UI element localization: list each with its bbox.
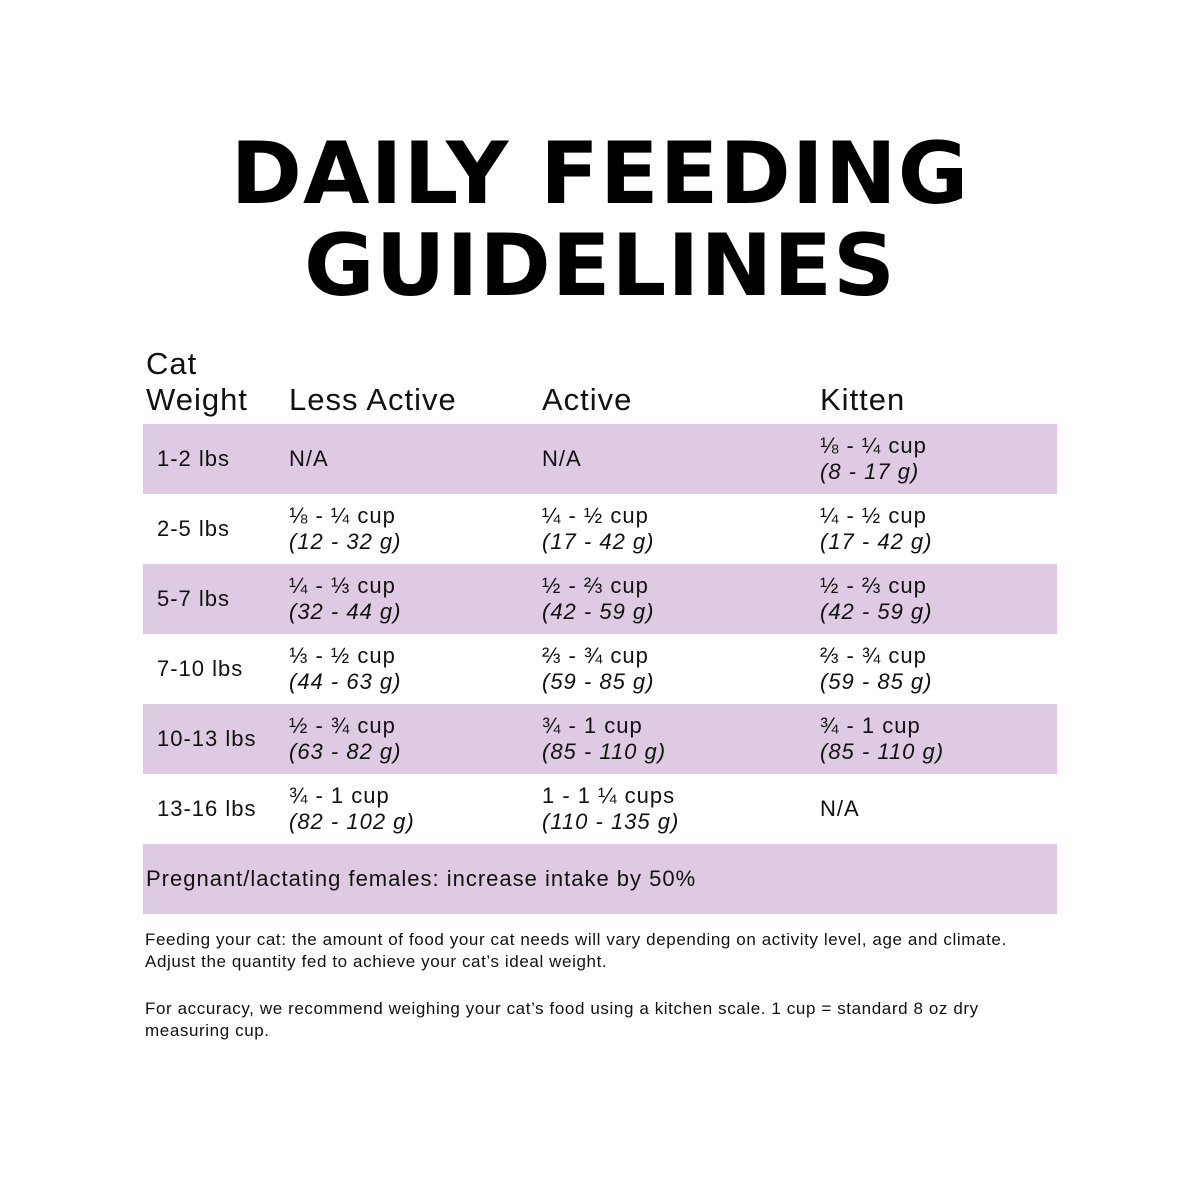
- less-active-cell: [289, 446, 329, 472]
- grams-text: (85 - 110 g): [542, 739, 667, 764]
- less-active-cell: [289, 783, 415, 835]
- amount-text: ½ - ⅔ cup: [820, 573, 927, 598]
- amount-text: ¼ - ½ cup: [542, 503, 649, 528]
- amount-text: ⅔ - ¾ cup: [542, 643, 649, 668]
- less-active-cell: [289, 643, 402, 695]
- table-row: [143, 424, 1057, 494]
- active-cell: [542, 643, 655, 695]
- amount-text: ¾ - 1 cup: [289, 783, 390, 808]
- table-row: [143, 704, 1057, 774]
- grams-text: (8 - 17 g): [820, 459, 920, 484]
- amount-text: N/A: [820, 796, 860, 821]
- weight-cell: 1-2 lbs: [157, 446, 231, 471]
- header-active: Active: [542, 382, 633, 417]
- grams-text: (82 - 102 g): [289, 809, 415, 834]
- kitten-cell: [820, 573, 933, 625]
- amount-text: ¾ - 1 cup: [820, 713, 921, 738]
- amount-text: ⅓ - ½ cup: [289, 643, 396, 668]
- amount-text: ¼ - ½ cup: [820, 503, 927, 528]
- table-row: [143, 564, 1057, 634]
- active-cell: [542, 503, 655, 555]
- accuracy-footnote: For accuracy, we recommend weighing your cat’s food using a kitchen scale. 1 cup = standard 8 oz dry measuring cup.: [145, 999, 979, 1040]
- table-row: [143, 774, 1057, 844]
- kitten-cell: [820, 713, 944, 765]
- grams-text: (12 - 32 g): [289, 529, 402, 554]
- amount-text: ½ - ¾ cup: [289, 713, 396, 738]
- weight-cell: 13-16 lbs: [157, 796, 257, 821]
- page-title-line-1: DAILY FEEDING: [230, 124, 970, 224]
- grams-text: (42 - 59 g): [820, 599, 933, 624]
- header-kitten: Kitten: [820, 382, 906, 417]
- weight-cell: 10-13 lbs: [157, 726, 257, 751]
- amount-text: ¾ - 1 cup: [542, 713, 643, 738]
- grams-text: (32 - 44 g): [289, 599, 402, 624]
- active-cell: [542, 783, 679, 835]
- header-cat-weight-line-1: Cat: [146, 346, 198, 381]
- less-active-cell: [289, 573, 402, 625]
- header-cat-weight: [146, 346, 276, 418]
- amount-text: ⅛ - ¼ cup: [820, 433, 927, 458]
- grams-text: (59 - 85 g): [542, 669, 655, 694]
- amount-text: ⅛ - ¼ cup: [289, 503, 396, 528]
- table-row: [143, 634, 1057, 704]
- amount-text: ⅔ - ¾ cup: [820, 643, 927, 668]
- kitten-cell: [820, 433, 927, 485]
- weight-cell: 5-7 lbs: [157, 586, 231, 611]
- pregnant-lactating-note-row: [143, 844, 1057, 914]
- page-title-line-2: GUIDELINES: [303, 216, 896, 316]
- grams-text: (85 - 110 g): [820, 739, 945, 764]
- header-cat-weight-line-2: Weight: [146, 382, 248, 417]
- grams-text: (59 - 85 g): [820, 669, 933, 694]
- weight-cell: 7-10 lbs: [157, 656, 244, 681]
- table-row: [143, 494, 1057, 564]
- active-cell: [542, 446, 582, 472]
- pregnant-lactating-note: Pregnant/lactating females: increase intake by 50%: [146, 866, 697, 891]
- grams-text: (110 - 135 g): [542, 809, 680, 834]
- grams-text: (44 - 63 g): [289, 669, 402, 694]
- grams-text: (17 - 42 g): [820, 529, 933, 554]
- grams-text: (42 - 59 g): [542, 599, 655, 624]
- weight-cell: 2-5 lbs: [157, 516, 231, 541]
- feeding-footnote: Feeding your cat: the amount of food your cat needs will vary depending on activity level, age and climate. Adjust the quantity fed to achieve your cat’s ideal weight.: [145, 930, 1007, 971]
- table-header: [143, 342, 1057, 424]
- active-cell: [542, 713, 666, 765]
- kitten-cell: [820, 643, 933, 695]
- less-active-cell: [289, 713, 402, 765]
- header-less-active: Less Active: [289, 382, 457, 417]
- kitten-cell: [820, 503, 933, 555]
- page-title: [0, 124, 1200, 316]
- amount-text: N/A: [542, 446, 582, 471]
- amount-text: ¼ - ⅓ cup: [289, 573, 396, 598]
- amount-text: N/A: [289, 446, 329, 471]
- grams-text: (63 - 82 g): [289, 739, 402, 764]
- grams-text: (17 - 42 g): [542, 529, 655, 554]
- active-cell: [542, 573, 655, 625]
- feeding-table: [143, 342, 1057, 914]
- kitten-cell: [820, 796, 860, 822]
- amount-text: ½ - ⅔ cup: [542, 573, 649, 598]
- less-active-cell: [289, 503, 402, 555]
- amount-text: 1 - 1 ¼ cups: [542, 783, 676, 808]
